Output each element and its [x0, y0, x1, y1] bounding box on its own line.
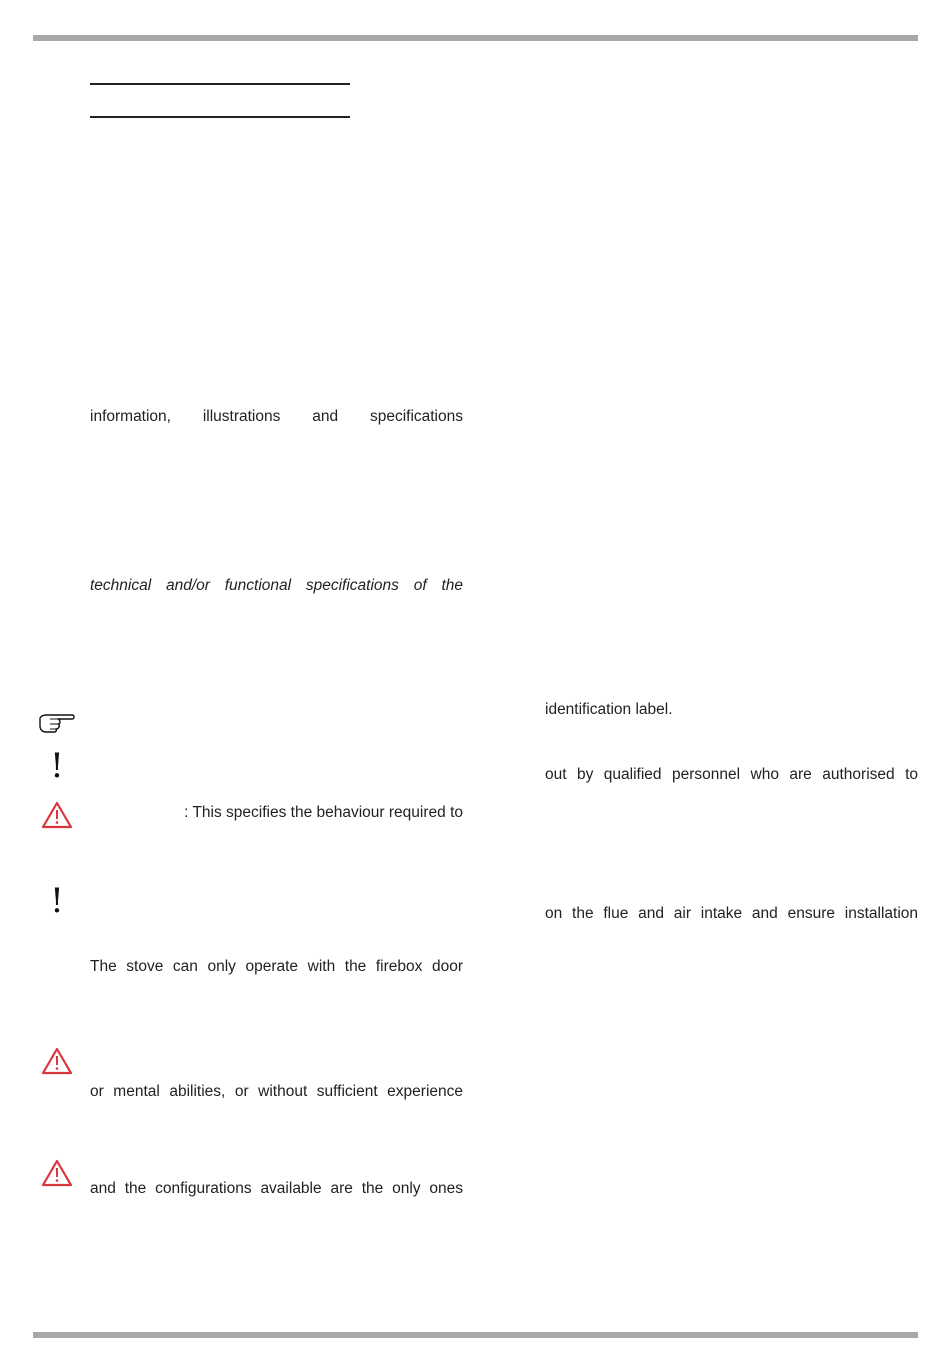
- text-qualified: out by qualified personnel who are authorised to: [545, 766, 918, 783]
- exclamation-icon: !: [50, 881, 64, 921]
- text-stove: The stove can only operate with the firebox door: [90, 958, 463, 975]
- warning-triangle-icon: [41, 801, 73, 834]
- text-configurations: and the configurations available are the only ones: [90, 1180, 463, 1197]
- top-rule: [33, 35, 918, 41]
- title-underline-2: [90, 116, 350, 118]
- text-identification: identification label.: [545, 701, 673, 718]
- text-technical: technical and/or functional specifications of the: [90, 577, 463, 594]
- text-flue: on the flue and air intake and ensure installation: [545, 905, 918, 922]
- bottom-rule: [33, 1332, 918, 1338]
- text-behaviour: : This specifies the behaviour required to: [184, 804, 463, 821]
- text-info: information, illustrations and specifications: [90, 408, 463, 425]
- title-underline-1: [90, 83, 350, 85]
- warning-triangle-icon: [41, 1047, 73, 1080]
- text-mental: or mental abilities, or without sufficient experience: [90, 1083, 463, 1100]
- pointing-hand-icon: [38, 712, 76, 739]
- warning-triangle-icon: [41, 1159, 73, 1192]
- exclamation-icon: !: [50, 746, 64, 786]
